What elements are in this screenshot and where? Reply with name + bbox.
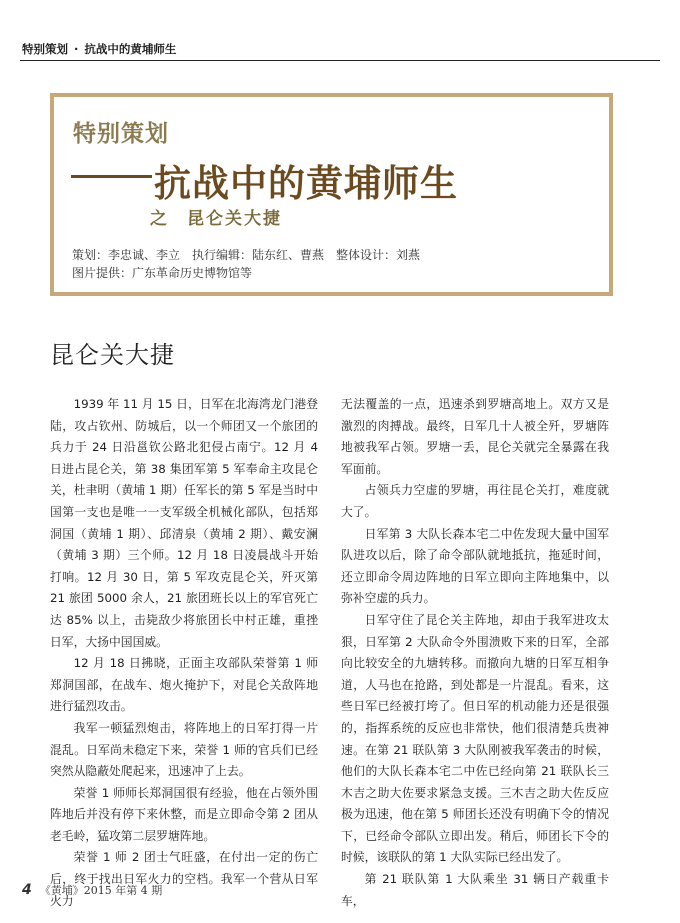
paragraph: 日军守住了昆仑关主阵地，却由于我军进攻太狠，日军第 2 大队命令外围溃败下来的日军，全部向比较安全的九塘转移。而撤向九塘的日军互相争道，人马也在抢路，到处都是一片混乱。看来，这些日军已经被打垮了。但日军的机动能力还是很强的，指挥系统的反应也非常快，他们很清楚兵贵神速。在第 21 联队第 3 大队刚被我军袭击的时候，他们的大队长森本宅二中佐已经向第 21 联队长三木吉之助大佐要求紧急支援。三木吉之助大佐反应极为迅速，他在第 5 师团长还没有明确下令的情况下，已经命令部队立即出发。稍后，师团长下令的时候，该联队的第 1 大队实际已经出发了。: [341, 612, 609, 865]
subtitle-prefix: 之: [150, 209, 169, 229]
feature-title-box: [50, 93, 613, 296]
feature-kicker: 特别策划: [73, 121, 169, 147]
paragraph-continuation: 无法覆盖的一点，迅速杀到罗塘高地上。双方又是激烈的肉搏战。最终，日军几十人被全歼，罗塘阵地被我军占领。罗塘一丢，昆仑关就完全暴露在我军面前。: [341, 397, 609, 476]
feature-main-title: 抗战中的黄埔师生: [154, 162, 458, 205]
page-number: 4: [22, 882, 32, 898]
feature-credits: [72, 246, 420, 282]
paragraph: 日军第 3 大队长森本宅二中佐发现大量中国军队进攻以后，除了命令部队就地抵抗，拖延时间，还立即命令周边阵地的日军立即向主阵地集中，以弥补空虚的兵力。: [341, 526, 609, 606]
header-section: 特别策划: [22, 42, 68, 56]
title-dash: [71, 175, 152, 178]
article-heading: 昆仑关大捷: [50, 341, 175, 369]
paragraph: 12 月 18 日拂晓，正面主攻部队荣誉第 1 师郑洞国部，在战车、炮火掩护下，对昆仑关敌阵地进行猛烈攻击。: [50, 656, 318, 714]
credits-design: 整体设计：刘燕: [336, 248, 421, 262]
article-column-right: [341, 394, 609, 912]
paragraph: 荣誉 1 师师长郑洞国很有经验，他在占领外围阵地后并没有停下来休整，而是立即命令第 2 团从老毛岭，猛攻第二层罗塘阵地。: [50, 785, 318, 843]
credits-line-1: [72, 246, 420, 264]
header-rule: [20, 60, 660, 61]
paragraph: 我军一顿猛烈炮击，将阵地上的日军打得一片混乱。日军尚未稳定下来，荣誉 1 师的官兵们已经突然从隐蔽处爬起来，迅速冲了上去。: [50, 720, 318, 779]
article-column-left: [50, 394, 318, 912]
paragraph: 第 21 联队第 1 大队乘坐 31 辆日产载重卡车，: [341, 872, 609, 908]
issue-info: 《黄埔》2015 年第 4 期: [39, 884, 163, 897]
credits-planning: 策划：李忠诚、李立: [72, 248, 181, 262]
subtitle-text: 昆仑关大捷: [187, 209, 282, 229]
credits-line-2: 图片提供：广东革命历史博物馆等: [72, 266, 253, 280]
credits-editors: 执行编辑：陆东红、曹燕: [192, 248, 325, 262]
page-footer: [22, 882, 162, 898]
header-topic: 抗战中的黄埔师生: [84, 42, 177, 56]
paragraph: 荣誉 1 师 2 团士气旺盛，在付出一定的伤亡后，终于找出日军火力的空档。我军一个营从日军火力: [50, 850, 318, 908]
running-header: [22, 38, 658, 60]
feature-subtitle: [150, 204, 282, 229]
paragraph: 1939 年 11 月 15 日，日军在北海湾龙门港登陆，攻占钦州、防城后，以一个师团又一个旅团的兵力于 24 日沿邕钦公路北犯侵占南宁。12 月 4 日进占昆仑关，第 38 集团军第 5 军奉命主攻昆仑关，杜聿明（黄埔 1 期）任军长的第 5 军是当时中国第一支也是唯一一支军级全机械化部队，包括郑洞国（黄埔 1 期）、邱清泉（黄埔 2 期）、戴安澜（黄埔 3 期）三个师。12 月 18 日凌晨战斗开始打响。12 月 30 日，第 5 军攻克昆仑关，歼灭第 21 旅团 5000 余人，21 旅团班长以上的军官死亡达 85% 以上，击毙敌少将旅团长中村正雄，重挫日军，大扬中国国威。: [50, 397, 318, 649]
paragraph: 占领兵力空虚的罗塘，再往昆仑关打，难度就大了。: [341, 483, 609, 519]
header-separator: ·: [74, 42, 79, 56]
